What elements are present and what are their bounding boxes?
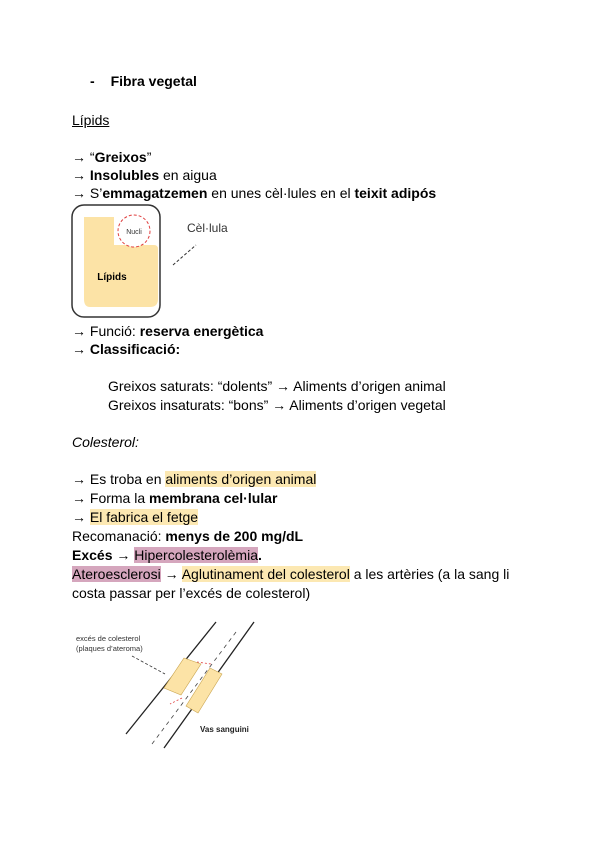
colesterol-line-troba: → Es troba en aliments d’origen animal bbox=[72, 471, 317, 487]
colesterol-line-costa: costa passar per l’excés de colesterol) bbox=[72, 585, 311, 601]
colesterol-line-fetge: → El fabrica el fetge bbox=[72, 509, 199, 525]
plaque-1 bbox=[164, 658, 201, 695]
lipids-line-funcio: → Funció: reserva energètica bbox=[72, 323, 264, 339]
lipids-line-insolubles: → Insolubles en aigua bbox=[72, 167, 217, 183]
lipids-heading: Lípids bbox=[72, 112, 110, 128]
lipids-line-emmagatzemen: → S’emmagatzemen en unes cèl·lules en el teixit adipós bbox=[72, 185, 437, 201]
plaque-pointer bbox=[132, 656, 165, 674]
plaque-label-2: (plaques d’ateroma) bbox=[76, 644, 143, 653]
colesterol-line-exces: Excés → Hipercolesterolèmia. bbox=[72, 547, 262, 563]
cell-pointer bbox=[173, 245, 196, 265]
lipids-line-greixos: → “Greixos” bbox=[72, 149, 152, 165]
colesterol-line-ateroesclerosi: Ateroesclerosi → Aglutinament del colesterol a les artèries (a la sang li bbox=[72, 566, 510, 582]
colesterol-line-recomanacio: Recomanació: menys de 200 mg/dL bbox=[72, 528, 304, 544]
blood-vessel-figure bbox=[70, 618, 310, 753]
plaque-marker-2 bbox=[170, 698, 182, 704]
nucleus-label: Nucli bbox=[126, 229, 142, 236]
plaque-label-1: excés de colesterol bbox=[76, 634, 141, 643]
colesterol-heading: Colesterol: bbox=[72, 434, 139, 450]
lipids-line-classificacio: → Classificació: bbox=[72, 341, 181, 357]
fat-cell-figure bbox=[70, 203, 250, 319]
vessel-label: Vas sanguini bbox=[200, 725, 249, 734]
bullet-text: Fibra vegetal bbox=[110, 73, 197, 89]
colesterol-line-membrana: → Forma la membrana cel·lular bbox=[72, 490, 278, 506]
lipids-label: Lípids bbox=[97, 272, 127, 283]
classification-insaturats: Greixos insaturats: “bons” → Aliments d’origen vegetal bbox=[108, 397, 446, 413]
cell-label: Cèl·lula bbox=[187, 221, 228, 235]
bullet-dash: - bbox=[90, 73, 95, 89]
classification-saturats: Greixos saturats: “dolents” → Aliments d’origen animal bbox=[108, 378, 446, 394]
bullet-fibra-vegetal bbox=[90, 72, 197, 90]
